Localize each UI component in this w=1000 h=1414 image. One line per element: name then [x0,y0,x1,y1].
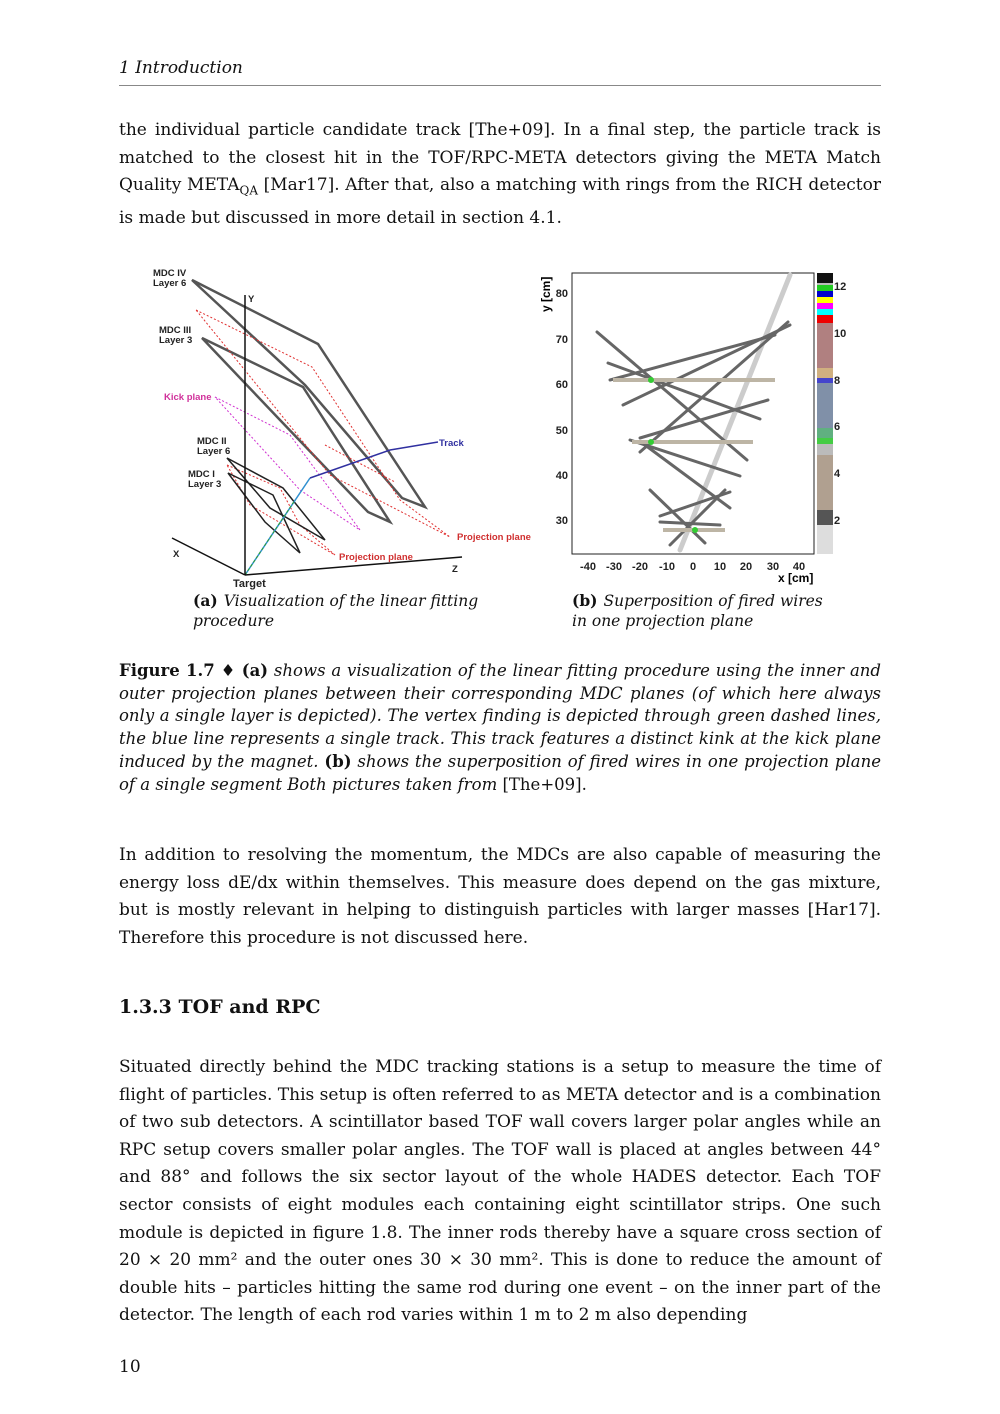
ytick: 30 [555,515,568,527]
label-mdc4: MDC IV [153,268,187,279]
label-mdc1-layer: Layer 3 [188,479,222,490]
subcaption-b-text: Superposition of fired wires in one projection plane [572,592,823,630]
colorbar-tick: 10 [834,328,847,340]
x-axis [172,538,245,575]
label-mdc4-layer: Layer 6 [153,278,187,289]
ytick: 40 [555,470,568,482]
xtick: 30 [766,561,780,573]
y-axis-label: y [cm] [539,276,553,312]
label-x-axis: X [173,549,180,560]
ytick: 70 [555,334,568,346]
xtick: -20 [632,561,648,573]
caption-b-tag: (b) [324,751,352,771]
paragraph-1 [119,117,881,233]
colorbar-tick: 8 [834,375,841,387]
xtick: -10 [659,561,675,573]
label-target: Target [233,578,266,590]
xtick: 40 [792,561,806,573]
xtick: 20 [739,561,753,573]
caption-label: Figure 1.7 [119,661,215,680]
mdc3-plane [202,338,390,522]
xtick: 0 [689,561,697,573]
caption-text-a: shows a visualization of the linear fitting procedure using the inner and outer projection planes between their corresponding MDC planes (of which here always only a single layer is depicted). The vertex finding is depicted through green dashed lines, the blue line represents a single track. This track features a distinct kink at the kick plane induced by the magnet. [119,661,881,771]
ytick: 60 [555,379,568,391]
label-mdc2-layer: Layer 6 [197,446,231,457]
xtick: -40 [580,561,596,573]
ytick: 80 [555,288,568,300]
xtick: 10 [713,561,727,573]
label-mdc2: MDC II [197,436,227,447]
para1-end: [Mar17]. After that, also a matching with rings from the RICH detector is made but discussed in more detail in section 4.1. [119,175,881,229]
caption-a-tag: (a) [241,661,269,680]
subcaption-a-text: Visualization of the linear fitting procedure [193,592,479,630]
subcaption-a-tag: (a) [193,591,218,610]
running-header: 1 Introduction [119,58,243,78]
para1-text: the individual particle candidate track [The+09]. In a final step, the particle track is matched to the closest hit in the TOF/RPC-META detectors giving the META Match Quality META [119,120,881,196]
label-mdc3: MDC III [159,325,192,336]
colorbar-tick: 2 [834,515,841,527]
label-mdc3-layer: Layer 3 [159,335,193,346]
subscript-qa: QA [239,183,258,198]
colorbar-tick: 12 [834,281,847,293]
page-number: 10 [119,1357,141,1377]
label-track: Track [439,438,464,449]
colorbar [817,273,833,554]
label-projection-outer: Projection plane [457,532,531,543]
subcaption-a [193,591,513,631]
diamond-icon: ♦ [220,661,236,680]
label-kick-plane: Kick plane [164,392,212,403]
label-y-axis: Y [248,294,255,305]
paragraph-3: Situated directly behind the MDC tracking stations is a setup to measure the time of flight of particles. This setup is often referred to as META detector and is a combination of two sub detectors. A scintillator based TOF wall covers larger polar angles while an RPC setup covers smaller polar angles. The TOF wall is placed at angles between 44° and 88° and follows the six sector layout of the whole HADES detector. Each TOF sector consists of eight modules each containing eight scintillator strips. One such module is depicted in figure 1.8. The inner rods thereby have a square cross section of 20 × 20 mm² and the outer ones 30 × 30 mm². This is done to reduce the amount of double hits – particles hitting the same rod during one event – on the inner part of the detector. The length of each rod varies within 1 m to 2 m also depending [119,1057,881,1326]
proj-plane-inner [227,465,335,555]
subcaption-b-tag: (b) [572,591,598,610]
label-projection-inner: Projection plane [339,552,413,563]
ytick: 50 [555,425,568,437]
caption-ref: [The+09]. [502,774,587,794]
paragraph-2: In addition to resolving the momentum, the MDCs are also capable of measuring the energy loss dE/dx within themselves. This measure does depend on the gas mixture, but is mostly relevant in helping to distinguish particles with larger masses [Har17]. Therefore this procedure is not discussed here. [119,845,881,948]
subcaption-b [572,591,832,631]
colorbar-tick: 6 [834,421,841,433]
x-axis-label: x [cm] [778,571,814,585]
label-z-axis: Z [452,564,458,575]
figure-b-plot [530,260,860,590]
xtick: -30 [606,561,622,573]
caption-text-b: shows the superposition of fired wires in one projection plane of a single segment Both pictures taken from [119,751,881,794]
label-mdc1: MDC I [188,469,215,480]
figure-a-diagram [140,260,540,600]
section-heading: 1.3.3 TOF and RPC [119,996,321,1018]
figure-caption [119,660,881,796]
colorbar-tick: 4 [834,468,841,480]
header-rule [119,85,881,86]
